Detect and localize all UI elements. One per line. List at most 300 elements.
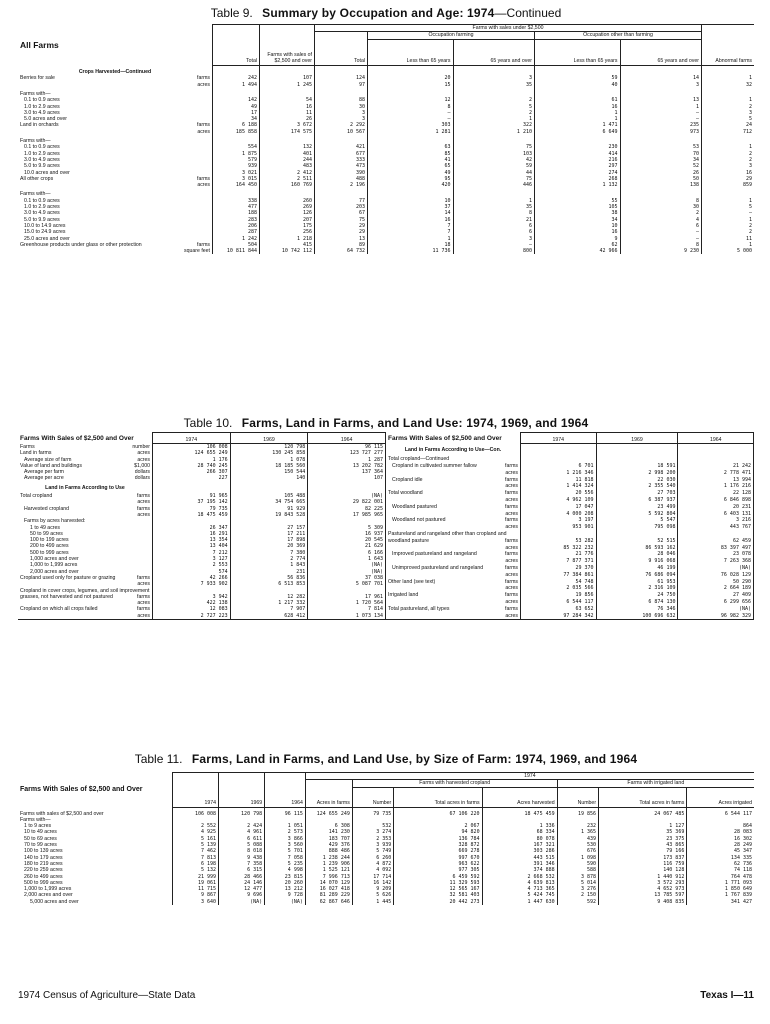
row-unit: farms	[505, 605, 518, 612]
row-unit: acres	[505, 612, 518, 619]
table-11-col-irr-number: Number	[557, 787, 598, 807]
row-unit: farms	[197, 122, 210, 129]
table-cell: –	[453, 242, 534, 248]
table-cell: 2	[702, 229, 755, 235]
table-cell: 17 961	[308, 588, 386, 601]
table-cell: 207	[260, 217, 315, 223]
table-cell: 22 128	[678, 490, 754, 497]
table-cell: 12	[368, 97, 454, 103]
row-unit: acres	[505, 496, 518, 503]
row-label-text: Land in orchards	[20, 122, 59, 129]
row-unit: acres	[505, 524, 518, 531]
table-cell: 997 670	[394, 855, 482, 861]
table-cell: 8	[368, 104, 454, 110]
table-cell: 81 289 229	[305, 892, 352, 898]
table-cell: 126	[260, 210, 315, 216]
table-cell: 13 354	[153, 537, 231, 543]
table-11-group-irrigated: Farms with irrigated land	[557, 780, 754, 787]
table-cell: 17 898	[230, 537, 308, 543]
table-9-stub-title: All Farms	[20, 39, 59, 50]
table-cell: 17 985 965	[308, 512, 386, 518]
table-cell: 10	[534, 223, 620, 229]
row-label-text: 0.1 to 0.9 acres	[24, 97, 60, 104]
table-cell: 2 316 109	[596, 585, 678, 592]
table-cell: 3 216	[678, 517, 754, 524]
table-cell: 7 907	[230, 606, 308, 612]
table-cell: 85 322 232	[521, 544, 597, 551]
table-cell: 89	[315, 242, 368, 248]
table-cell: 5 626	[352, 892, 393, 898]
table-cell: 188	[213, 210, 260, 216]
row-unit: acres	[505, 544, 518, 551]
row-label	[386, 605, 521, 612]
table-cell: 123 727 277	[308, 450, 386, 456]
table-cell: 1	[702, 144, 755, 150]
table-cell: 5 309	[308, 525, 386, 531]
table-cell: (NA)	[678, 564, 754, 571]
row-label-text: 25.0 acres and over	[24, 235, 70, 242]
table-cell: 3 939	[352, 842, 393, 848]
table-cell: 34 754 665	[230, 499, 308, 505]
table-9-col-oth-under65: Less than 65 years	[534, 39, 620, 65]
table-cell: 5	[702, 116, 755, 122]
table-cell: 5	[702, 204, 755, 210]
table-cell: 18 475 459	[482, 807, 557, 817]
table-cell: 37 195 142	[153, 499, 231, 505]
row-label	[18, 613, 153, 620]
table-cell: 677	[315, 151, 368, 157]
table-cell: 68 334	[482, 829, 557, 835]
table-row	[386, 483, 754, 490]
table-cell: 1 051	[265, 823, 306, 829]
table-cell: 6 544 117	[687, 807, 754, 817]
table-cell: 65	[368, 163, 454, 169]
table-cell: 3 942	[153, 588, 231, 601]
table-cell: 244	[260, 157, 315, 163]
table-cell: 24 067 485	[599, 807, 687, 817]
table-row	[386, 585, 754, 592]
table-cell: 6 315	[219, 867, 265, 873]
row-label	[18, 444, 153, 451]
row-label	[386, 469, 521, 476]
table-cell: 10 742 112	[260, 248, 315, 254]
table-cell: 2 353	[352, 836, 393, 842]
table-cell: 11 715	[173, 886, 219, 892]
row-label-text: 0.1 to 0.9 acres	[24, 197, 60, 204]
table-row	[386, 490, 754, 497]
table-cell: 17 211	[230, 531, 308, 537]
table-row	[386, 463, 754, 470]
table-cell: 42	[453, 157, 534, 163]
table-cell: 79 735	[153, 506, 231, 512]
table-cell: 8	[620, 242, 702, 248]
table-9-section-title: Crops Harvested—Continued	[78, 69, 152, 76]
row-label-text: Improved pastureland and rangeland	[392, 551, 477, 558]
row-label-text: Farms by acres harvested:	[24, 518, 86, 525]
table-cell: 6	[453, 229, 534, 235]
table-9-col-abnormal: Abnormal farms	[702, 25, 755, 66]
row-unit: acres	[197, 128, 210, 135]
table-cell: 5 161	[173, 836, 219, 842]
table-cell: 2 668 532	[482, 874, 557, 880]
table-cell: 16 027 418	[305, 886, 352, 892]
row-label	[386, 571, 521, 578]
table-9-col-sales-over: Farms with sales of $2,500 and over	[260, 25, 315, 66]
table-cell: 42 966	[534, 248, 620, 254]
table-cell: 35 369	[599, 829, 687, 835]
table-cell: 4 092	[352, 867, 393, 873]
table-cell: 67	[315, 210, 368, 216]
row-unit: farms	[505, 564, 518, 571]
table-cell: 86 593 162	[596, 544, 678, 551]
table-cell: (NA)	[678, 605, 754, 612]
row-label	[386, 578, 521, 585]
table-cell: 140	[230, 475, 308, 481]
table-10-right-stub-title: Farms With Sales of $2,500 and Over	[388, 434, 502, 442]
table-cell: 124 655 249	[305, 807, 352, 817]
table-cell: 9 230	[620, 248, 702, 254]
row-unit: acres	[137, 456, 150, 463]
table-cell: 3	[453, 75, 534, 81]
table-10-left-col-1964: 1964	[308, 433, 386, 444]
table-cell: 20 260	[265, 880, 306, 886]
table-cell: 401	[260, 151, 315, 157]
table-row	[18, 899, 754, 905]
row-unit: farms	[505, 490, 518, 497]
table-cell: 963 622	[394, 861, 482, 867]
table-cell	[521, 444, 597, 456]
row-unit: acres	[197, 182, 210, 189]
row-label	[386, 463, 521, 470]
table-cell: 5 235	[265, 861, 306, 867]
table-cell: 23 375	[599, 836, 687, 842]
table-10-right-col-1969: 1969	[596, 433, 678, 444]
table-cell: 592	[557, 899, 598, 905]
table-bottom-rule	[386, 620, 754, 622]
table-row	[386, 530, 754, 544]
table-row	[18, 444, 386, 451]
table-cell: 2 355 540	[596, 483, 678, 490]
row-label-text: 1.0 to 2.9 acres	[24, 150, 60, 157]
row-unit: farms	[137, 593, 150, 600]
table-cell: 1	[534, 116, 620, 122]
table-cell: 1	[702, 242, 755, 248]
row-label	[18, 807, 173, 817]
table-cell: 2 292	[315, 122, 368, 128]
table-cell: 77	[315, 198, 368, 204]
table-cell: 9 438	[219, 855, 265, 861]
table-cell: 44	[453, 170, 534, 176]
row-unit: acres	[197, 81, 210, 88]
table-cell: 142	[213, 97, 260, 103]
table-cell: 303 286	[482, 848, 557, 854]
table-cell: 3	[702, 110, 755, 116]
row-label-text: Cropland idle	[392, 476, 423, 483]
table-cell: 3 015	[213, 176, 260, 182]
table-11-col-harv-acres: Acres harvested	[482, 787, 557, 807]
table-cell: 628 412	[230, 613, 308, 620]
row-label-text: Cropland on which all crops failed	[20, 606, 98, 613]
row-label-text: Land in farms	[20, 450, 52, 457]
footer-page-number: Texas I—11	[700, 990, 754, 1001]
table-cell: 3 276	[557, 886, 598, 892]
table-cell: 120 798	[219, 807, 265, 817]
table-cell: 29	[702, 176, 755, 182]
table-cell: –	[702, 210, 755, 216]
table-cell: 28 046	[596, 551, 678, 558]
table-cell: 64 732	[315, 248, 368, 254]
row-unit: acres	[505, 483, 518, 490]
table-cell: 85	[368, 151, 454, 157]
table-cell: 390	[315, 170, 368, 176]
row-label	[386, 530, 521, 544]
table-11-caption	[18, 752, 754, 766]
table-cell: 283	[213, 217, 260, 223]
table-cell: 2 150	[557, 892, 598, 898]
row-label-text: Cropland in cultivated summer fallow	[392, 463, 477, 469]
table-cell: 20 231	[678, 503, 754, 510]
table-cell: 13 212	[265, 886, 306, 892]
table-cell: 37 038	[308, 575, 386, 581]
table-cell: 9	[534, 236, 620, 242]
row-label-text: 10 to 49 acres	[24, 829, 57, 836]
table-cell: 473	[315, 163, 368, 169]
row-label-text: 140 to 179 acres	[24, 854, 63, 861]
table-cell: 3 197	[521, 517, 597, 524]
table-cell: 488	[315, 176, 368, 182]
table-cell: 62 459	[678, 530, 754, 544]
table-cell: 973	[620, 129, 702, 135]
table-10-right	[386, 432, 754, 621]
table-cell: 75	[453, 176, 534, 182]
table-cell: 80 078	[482, 836, 557, 842]
row-label	[386, 564, 521, 571]
table-10-left-col-1969: 1969	[230, 433, 308, 444]
table-cell: 2	[620, 210, 702, 216]
table-cell: 953 901	[521, 524, 597, 531]
table-cell: 1 127	[599, 823, 687, 829]
row-unit: farms	[505, 517, 518, 524]
table-cell: 26	[260, 116, 315, 122]
table-cell: 12 083	[153, 606, 231, 612]
table-cell: 1 771 093	[687, 880, 754, 886]
table-cell: 11 736	[368, 248, 454, 254]
row-unit: acres	[505, 510, 518, 517]
table-cell: 574	[153, 569, 231, 575]
row-label	[386, 612, 521, 619]
row-label	[386, 592, 521, 599]
page-footer	[18, 990, 754, 1001]
table-cell: 24 750	[596, 592, 678, 599]
table-cell: 341 427	[687, 899, 754, 905]
row-label-text: Irrigated land	[388, 592, 419, 599]
row-label-text: Land in Farms According to Use—Con.	[404, 447, 502, 454]
table-cell: 83 397 497	[678, 544, 754, 551]
table-cell: 231	[230, 569, 308, 575]
table-cell: 50	[620, 176, 702, 182]
table-cell: 16	[368, 217, 454, 223]
table-cell: 41	[368, 157, 454, 163]
table-cell: 256	[260, 229, 315, 235]
row-label	[18, 248, 213, 254]
row-label-text: 5.0 acres and over	[24, 116, 67, 123]
table-cell: 7	[368, 229, 454, 235]
table-cell: 14	[368, 210, 454, 216]
table-cell: 888 486	[305, 848, 352, 854]
table-cell: 11	[260, 110, 315, 116]
table-cell: 532	[352, 823, 393, 829]
table-cell: 6	[453, 223, 534, 229]
table-cell: 53	[620, 144, 702, 150]
table-cell: 6 611	[219, 836, 265, 842]
table-9-group-under: Farms with sales under $2,500	[315, 25, 702, 32]
table-11-stub-title: Farms With Sales of $2,500 and Over	[20, 785, 143, 793]
table-cell: 116 759	[599, 861, 687, 867]
table-cell: 1 245	[260, 82, 315, 88]
table-cell: 7 996 713	[305, 874, 352, 880]
table-cell: 70	[620, 151, 702, 157]
row-unit: acres	[137, 499, 150, 506]
table-cell: 1 287	[308, 457, 386, 463]
table-cell: 415	[260, 242, 315, 248]
table-cell: 1 643	[308, 556, 386, 562]
table-9-title: Summary by Occupation and Age:	[262, 6, 464, 20]
table-10-right-col-1964: 1964	[678, 433, 754, 444]
table-cell: 53 282	[521, 530, 597, 544]
table-row	[386, 544, 754, 551]
table-cell: 105	[534, 204, 620, 210]
table-cell: 5 088	[219, 842, 265, 848]
table-cell: 88	[315, 97, 368, 103]
table-cell: 1 218	[260, 236, 315, 242]
table-cell: 174 575	[260, 129, 315, 135]
table-cell: 13 202 782	[308, 463, 386, 469]
table-row	[18, 613, 386, 620]
row-unit: acres	[505, 571, 518, 578]
table-cell: 1 525 121	[305, 867, 352, 873]
table-cell: 269	[260, 204, 315, 210]
table-cell: 132	[260, 144, 315, 150]
table-cell: 137 364	[308, 469, 386, 475]
table-bottom-rule	[18, 620, 386, 622]
table-row	[386, 503, 754, 510]
table-cell: 74 118	[687, 867, 754, 873]
table-11-col-1964: 1964	[265, 773, 306, 808]
table-cell: 4 713 365	[482, 886, 557, 892]
table-cell: 35	[453, 204, 534, 210]
table-cell: 1 073 134	[308, 613, 386, 620]
table-cell: 30	[315, 104, 368, 110]
table-cell: 420	[368, 182, 454, 188]
row-label	[386, 558, 521, 565]
table-cell: 17 047	[521, 503, 597, 510]
table-cell: 30	[620, 204, 702, 210]
table-cell: 1 176 216	[678, 483, 754, 490]
row-label-text: Farms	[20, 444, 35, 450]
table-cell: 391 346	[482, 861, 557, 867]
table-cell: 1	[702, 97, 755, 103]
table-cell: 333	[315, 157, 368, 163]
row-label-text: Total woodland	[388, 490, 423, 497]
table-cell: 10 567	[315, 129, 368, 135]
table-cell: 414	[534, 151, 620, 157]
table-cell: 19 856	[521, 592, 597, 599]
table-cell: 175	[260, 223, 315, 229]
table-cell: 2 511	[260, 176, 315, 182]
row-label-text: 500 to 999 acres	[24, 879, 63, 886]
row-label	[386, 483, 521, 490]
table-cell: 5 547	[596, 517, 678, 524]
table-cell: 3	[620, 82, 702, 88]
table-cell: 13 994	[678, 476, 754, 483]
table-cell: 4	[620, 217, 702, 223]
table-cell: 18 475 459	[153, 512, 231, 518]
row-label-text: Woodland not pastured	[392, 517, 446, 524]
table-cell: 28 083	[687, 829, 754, 835]
table-cell: 173 837	[599, 855, 687, 861]
table-cell: 443 515	[482, 855, 557, 861]
table-cell: 16 142	[352, 880, 393, 886]
table-cell: 55	[534, 198, 620, 204]
table-cell: 10 811 844	[213, 248, 260, 254]
row-unit: farms	[505, 503, 518, 510]
row-label	[386, 517, 521, 524]
row-unit: farms	[197, 75, 210, 82]
table-cell: 4 962 109	[521, 496, 597, 503]
table-9-caption	[18, 6, 754, 20]
table-row	[386, 612, 754, 619]
table-cell: 59	[453, 163, 534, 169]
table-cell: 8 018	[219, 848, 265, 854]
table-cell: 38	[534, 210, 620, 216]
table-cell: 2	[702, 151, 755, 157]
table-10	[18, 432, 754, 621]
table-cell: 120 798	[230, 444, 308, 451]
table-row	[18, 482, 386, 493]
table-10-title: Farms, Land in Farms, and Land Use: 1974, 1969, and 1964	[241, 416, 589, 430]
table-cell: 1 217 332	[230, 600, 308, 606]
table-cell: 504	[213, 242, 260, 248]
table-cell: 62	[534, 242, 620, 248]
table-cell: 22 030	[596, 476, 678, 483]
row-label-text: Cropland used only for pasture or grazing	[20, 574, 116, 581]
table-cell: 9 728	[265, 892, 306, 898]
row-label-text: 260 to 499 acres	[24, 873, 63, 880]
table-cell: 37	[368, 204, 454, 210]
table-9-col-oth-65over: 65 years and over	[620, 39, 702, 65]
row-label-text: Berries for sale	[20, 75, 55, 82]
table-cell: 1	[702, 75, 755, 81]
table-cell: (NA)	[308, 569, 386, 575]
table-cell: 5 087 701	[308, 581, 386, 587]
table-cell: 374 888	[482, 867, 557, 873]
table-cell: 23 499	[596, 503, 678, 510]
row-label-text: All other crops	[20, 175, 54, 182]
table-cell: 590	[557, 861, 598, 867]
table-10-caption	[18, 416, 754, 430]
table-cell: 7 877 371	[521, 558, 597, 565]
table-cell: 4 872	[352, 861, 393, 867]
table-cell: 16	[534, 229, 620, 235]
table-cell: 227	[153, 475, 231, 481]
table-cell: 712	[702, 129, 755, 135]
table-11-col-acres: Acres in farms	[305, 780, 352, 807]
table-cell: 76 028 129	[678, 571, 754, 578]
table-cell: 6 874 130	[596, 598, 678, 605]
row-unit: farms	[505, 592, 518, 599]
table-cell: 1 720 564	[308, 600, 386, 606]
table-cell: 1 850 649	[687, 886, 754, 892]
